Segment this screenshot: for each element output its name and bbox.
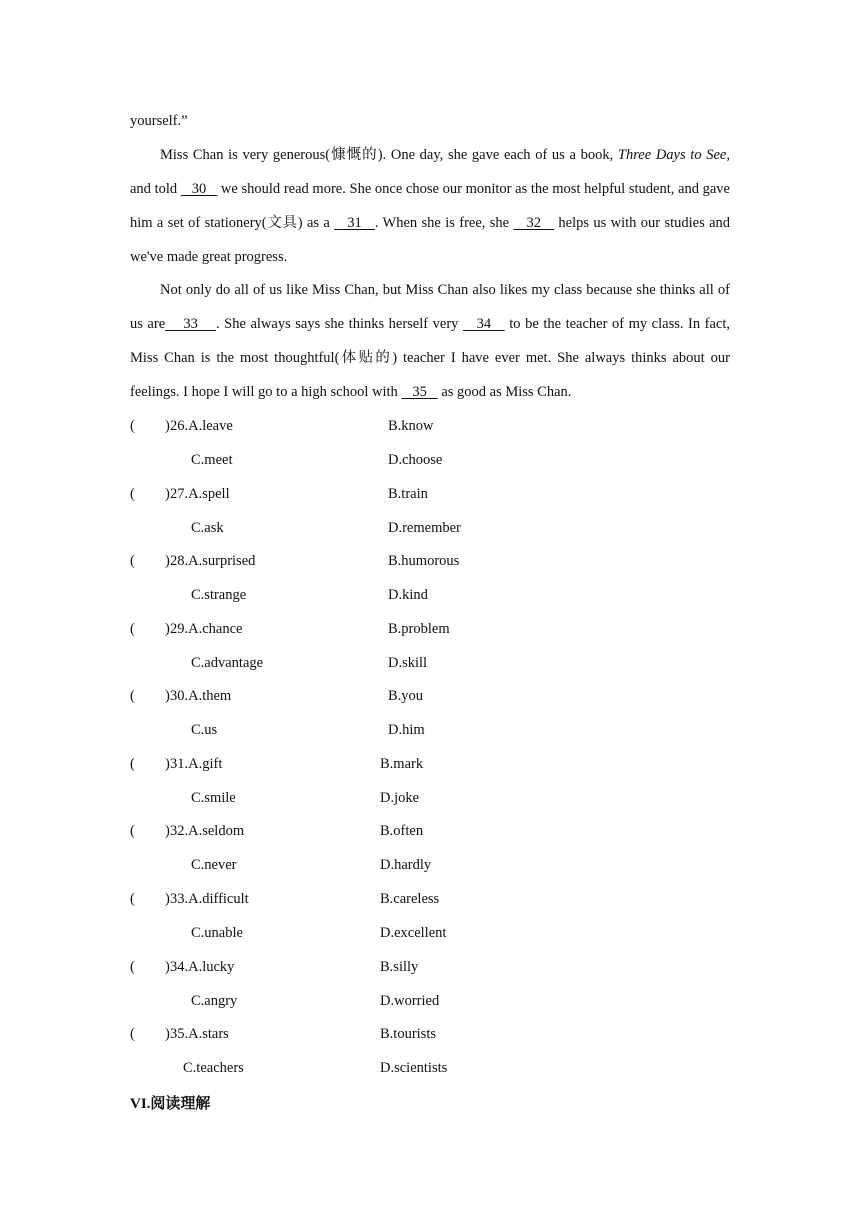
option-c: C.advantage [191, 655, 264, 671]
option-b: B.humorous [388, 553, 460, 569]
answer-paren-open: ( [130, 1026, 135, 1042]
book-title: Three Days to See [617, 147, 727, 163]
option-d: D.hardly [380, 857, 432, 873]
option-a: 33.A.difficult [170, 891, 249, 907]
option-b: B.careless [380, 891, 440, 907]
option-a: 28.A.surprised [170, 553, 256, 569]
answer-paren-open: ( [130, 823, 135, 839]
passage-paragraph-2 [130, 273, 730, 409]
option-c: C.never [191, 857, 237, 873]
option-d: D.worried [380, 993, 440, 1009]
option-d: D.kind [388, 587, 428, 603]
passage-text: . When she is free, she [374, 215, 514, 231]
option-d: D.excellent [380, 925, 447, 941]
answer-paren-open: ( [130, 418, 135, 434]
answer-paren-close: ) [165, 959, 170, 975]
answer-paren-open: ( [130, 756, 135, 772]
option-c: C.meet [191, 452, 233, 468]
blank-35: 35 [401, 384, 438, 400]
passage-text: . She always says she thinks herself very [216, 316, 463, 332]
answer-paren-close: ) [165, 1026, 170, 1042]
option-a: 35.A.stars [170, 1026, 229, 1042]
passage-fragment [130, 104, 730, 138]
option-a: 29.A.chance [170, 621, 243, 637]
option-d: D.scientists [380, 1060, 448, 1076]
answer-paren-open: ( [130, 688, 135, 704]
answer-paren-close: ) [165, 418, 170, 434]
option-d: D.remember [388, 520, 461, 536]
answer-paren-open: ( [130, 553, 135, 569]
option-b: B.you [388, 688, 424, 704]
answer-paren-open: ( [130, 891, 135, 907]
answer-paren-close: ) [165, 823, 170, 839]
passage-text: Miss Chan is very generous(慷慨的). One day, she gave each of us a book, [160, 147, 618, 163]
passage-text: we should read more. She once chose our monitor as the most helpful student, and gave him a set of stationery(文具) as a [130, 181, 730, 231]
answer-paren-open: ( [130, 621, 135, 637]
option-b: B.problem [388, 621, 450, 637]
option-d: D.joke [380, 790, 420, 806]
option-c: C.smile [191, 790, 236, 806]
answer-paren-close: ) [165, 688, 170, 704]
passage-paragraph-1 [130, 138, 730, 274]
answer-paren-close: ) [165, 486, 170, 502]
option-c: C.strange [191, 587, 247, 603]
blank-31: 31 [334, 215, 375, 231]
option-a: 32.A.seldom [170, 823, 245, 839]
option-a: 30.A.them [170, 688, 232, 704]
option-c: C.unable [191, 925, 243, 941]
blank-32: 32 [513, 215, 555, 231]
answer-paren-open: ( [130, 959, 135, 975]
option-b: B.silly [380, 959, 419, 975]
passage-text: as good as Miss Chan. [437, 384, 572, 400]
section-heading: VI.阅读理解 [130, 1096, 211, 1112]
option-b: B.train [388, 486, 428, 502]
option-b: B.know [388, 418, 434, 434]
blank-33: 33 [165, 316, 216, 332]
option-d: D.choose [388, 452, 443, 468]
answer-paren-open: ( [130, 486, 135, 502]
blank-34: 34 [462, 316, 505, 332]
passage-text: yourself.” [130, 113, 188, 129]
passage-text: Not only do all of us like Miss Chan, but Miss Chan also likes my class because she thinks all of us are [130, 282, 730, 332]
option-a: 31.A.gift [170, 756, 223, 772]
option-d: D.him [388, 722, 425, 738]
option-d: D.skill [388, 655, 428, 671]
blank-30: 30 [180, 181, 218, 197]
option-b: B.often [380, 823, 424, 839]
passage-text: , and told [130, 147, 730, 197]
answer-paren-close: ) [165, 891, 170, 907]
option-c: C.angry [191, 993, 238, 1009]
passage-text: helps us with our studies and we've made great progress. [130, 215, 731, 265]
option-b: B.mark [380, 756, 424, 772]
answer-paren-close: ) [165, 553, 170, 569]
option-a: 34.A.lucky [170, 959, 235, 975]
answer-paren-close: ) [165, 621, 170, 637]
option-a: 27.A.spell [170, 486, 230, 502]
option-c: C.us [191, 722, 218, 738]
option-c: C.teachers [183, 1060, 244, 1076]
option-b: B.tourists [380, 1026, 436, 1042]
option-c: C.ask [191, 520, 224, 536]
option-a: 26.A.leave [170, 418, 233, 434]
answer-paren-close: ) [165, 756, 170, 772]
passage-text: to be the teacher of my class. In fact, Miss Chan is the most thoughtful(体贴的) teacher I have ever met. She always thinks about our feelings. I hope I will go to a high school with [130, 316, 731, 400]
